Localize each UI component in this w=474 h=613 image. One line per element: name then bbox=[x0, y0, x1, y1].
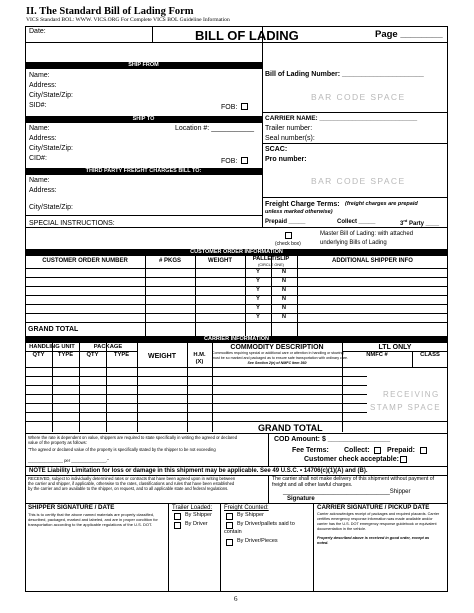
receiving-stamp-space: STAMP SPACE bbox=[370, 403, 441, 412]
grid-line bbox=[25, 295, 448, 296]
received-text: RECEIVED, subject to individually determined rates or contracts that have been agreed upon in writing between bbox=[28, 476, 236, 481]
fob-checkbox[interactable] bbox=[241, 103, 248, 110]
ship-from-header: SHIP FROM bbox=[25, 62, 262, 69]
loaded-by-driver-checkbox[interactable] bbox=[174, 522, 181, 529]
scac-label: SCAC: bbox=[265, 146, 288, 153]
grid-line bbox=[25, 385, 367, 386]
prepaid-checkbox[interactable] bbox=[420, 447, 427, 454]
carrier-info-header: CARRIER INFORMATION bbox=[25, 336, 448, 343]
ship-to-cid: CID#: bbox=[29, 155, 47, 162]
date-label: Date: bbox=[29, 28, 46, 35]
master-bol-label: Master Bill of Lading: with attached bbox=[320, 231, 414, 237]
loaded-by-shipper-checkbox[interactable] bbox=[174, 513, 181, 520]
ship-from-fob: FOB: bbox=[221, 104, 238, 111]
bol-number-label: Bill of Lading Number: _____________________ bbox=[265, 71, 424, 78]
freight-terms-note: unless marked otherwise) bbox=[265, 209, 333, 215]
fee-collect-label: Collect: bbox=[344, 447, 370, 454]
col-package: PACKAGE bbox=[93, 344, 123, 350]
divider bbox=[220, 503, 221, 592]
grand-total-label: GRAND TOTAL bbox=[258, 423, 323, 433]
col-order-number: CUSTOMER ORDER NUMBER bbox=[42, 258, 128, 264]
col-qty: QTY bbox=[86, 352, 99, 358]
freight-counted-label: Freight Counted: bbox=[224, 505, 269, 511]
divider bbox=[25, 433, 448, 434]
pallet-no-option[interactable]: N bbox=[282, 269, 286, 275]
delivery-terms: The carrier shall not make delivery of this shipment without payment of bbox=[272, 476, 435, 482]
divider bbox=[152, 26, 153, 42]
pallet-no-option[interactable]: N bbox=[282, 314, 286, 320]
loaded-by-shipper-label: By Shipper bbox=[185, 512, 212, 518]
divider bbox=[25, 42, 448, 43]
received-text: by the carrier and are available to the shipper, on request, and to all applicable state and federal regulations. bbox=[28, 486, 229, 491]
divider bbox=[168, 503, 169, 592]
carrier-cert-text: certifies emergency response information was made available and/or bbox=[317, 517, 433, 521]
carrier-signature-title: CARRIER SIGNATURE / PICKUP DATE bbox=[317, 504, 430, 511]
grid-line bbox=[25, 268, 448, 269]
pallet-yes-option[interactable]: Y bbox=[256, 305, 260, 311]
carrier-name-label: CARRIER NAME: ___________________________ bbox=[265, 115, 418, 122]
ship-to-name: Name: bbox=[29, 125, 50, 132]
barcode-space: BAR CODE SPACE bbox=[311, 176, 406, 186]
pallet-no-option[interactable]: N bbox=[282, 296, 286, 302]
ship-from-name: Name: bbox=[29, 72, 50, 79]
divider bbox=[262, 227, 448, 228]
third-party-address: Address: bbox=[29, 187, 57, 194]
col-type: TYPE bbox=[113, 352, 130, 358]
grid-line bbox=[25, 322, 448, 323]
ship-to-fob: FOB: bbox=[221, 158, 238, 165]
value-text: Where the rate is dependent on value, shippers are required to state specifically in writing the agreed or declared bbox=[28, 435, 238, 440]
col-pkgs: # PKGS bbox=[158, 258, 181, 264]
grid-line bbox=[25, 313, 448, 314]
fee-terms-label: Fee Terms: bbox=[292, 447, 329, 454]
pallet-yes-option[interactable]: Y bbox=[256, 314, 260, 320]
received-text: the carrier and shipper, if applicable, otherwise to the rates, classifications and rules that have been established bbox=[28, 481, 235, 486]
carrier-cert-text: Carrier acknowledges receipt of packages and required placards. Carrier bbox=[317, 512, 440, 516]
grid-line bbox=[25, 394, 367, 395]
liability-note: NOTE Liability Limitation for loss or damage in this shipment may be applicable. See 49 U.S.C. • 14706(c)(1)(A) and (B). bbox=[29, 468, 368, 474]
trailer-number-label: Trailer number: bbox=[265, 125, 313, 132]
third-party-field[interactable]: 3rd Party ____ bbox=[400, 218, 440, 227]
cod-amount[interactable]: COD Amount: $ ________________ bbox=[274, 436, 391, 443]
third-party-name: Name: bbox=[29, 177, 50, 184]
col-hm: H.M. bbox=[193, 352, 206, 358]
check-box-label: (check box) bbox=[275, 241, 301, 247]
pallet-yes-option[interactable]: Y bbox=[256, 296, 260, 302]
delivery-terms: freight and all other lawful charges. bbox=[272, 482, 353, 488]
counted-contain-label: contain bbox=[224, 529, 242, 535]
master-bol-checkbox[interactable] bbox=[285, 232, 292, 239]
carrier-received-text: noted. bbox=[317, 541, 329, 545]
collect-field[interactable]: Collect _____ bbox=[337, 219, 376, 225]
check-acceptable-checkbox[interactable] bbox=[400, 456, 407, 463]
commodity-note: See Section 2(e) of NMFC item 360 bbox=[247, 361, 307, 365]
pallet-no-option[interactable]: N bbox=[282, 305, 286, 311]
counted-by-driver-pieces-checkbox[interactable] bbox=[226, 539, 233, 546]
pallet-yes-option[interactable]: Y bbox=[256, 278, 260, 284]
pallet-yes-option[interactable]: Y bbox=[256, 269, 260, 275]
grid-line bbox=[25, 277, 448, 278]
counted-by-driver-pallets-checkbox[interactable] bbox=[226, 522, 233, 529]
grid-line bbox=[145, 256, 146, 336]
master-bol-label: underlying Bills of Lading bbox=[320, 240, 387, 246]
col-nmfc: NMFC # bbox=[366, 352, 388, 358]
col-type: TYPE bbox=[57, 352, 74, 358]
shipper-signature-title: SHIPPER SIGNATURE / DATE bbox=[28, 504, 115, 511]
seal-number-label: Seal number(s): bbox=[265, 135, 315, 142]
carrier-cert-text: carrier has the U.S. DOT emergency response guidebook or equivalent bbox=[317, 522, 437, 526]
counted-by-shipper-checkbox[interactable] bbox=[226, 513, 233, 520]
prepaid-field[interactable]: Prepaid _____ bbox=[265, 219, 306, 225]
ship-to-address: Address: bbox=[29, 135, 57, 142]
divider bbox=[268, 433, 269, 466]
page-number: 6 bbox=[234, 595, 238, 603]
pallet-no-option[interactable]: N bbox=[282, 287, 286, 293]
check-acceptable-label: Customer check acceptable: bbox=[304, 456, 399, 463]
counted-by-shipper-label: By Shipper bbox=[237, 512, 264, 518]
ship-from-address: Address: bbox=[29, 82, 57, 89]
col-qty: QTY bbox=[32, 352, 45, 358]
carrier-received-text: Property described above is received in good order, except as bbox=[317, 536, 430, 540]
shipper-cert-text: described, packaged, marked and labeled, and are in proper condition for bbox=[28, 517, 158, 522]
value-text: _______________ per _______________." bbox=[28, 458, 109, 463]
grid-line bbox=[25, 304, 448, 305]
ship-from-city: City/State/Zip: bbox=[29, 92, 73, 99]
pallet-yes-option[interactable]: Y bbox=[256, 287, 260, 293]
grid-line bbox=[245, 256, 246, 336]
counted-by-driver-pallets-label: By Driver/pallets said to bbox=[237, 521, 295, 527]
grid-line bbox=[25, 376, 367, 377]
pallet-no-option[interactable]: N bbox=[282, 278, 286, 284]
ship-from-sid: SID#: bbox=[29, 102, 47, 109]
grid-line bbox=[297, 256, 298, 336]
ship-to-city: City/State/Zip: bbox=[29, 145, 73, 152]
freight-terms-label: Freight Charge Terms: bbox=[265, 201, 340, 208]
pro-number-label: Pro number: bbox=[265, 156, 307, 163]
fee-prepaid-label: Prepaid: bbox=[387, 447, 416, 454]
col-pallet-slip: PALLET/SLIP bbox=[252, 256, 290, 262]
shipper-cert-text: This is to certify that the above named materials are properly classified, bbox=[28, 512, 155, 517]
col-class: CLASS bbox=[420, 352, 440, 358]
col-handling-unit: HANDLING UNIT bbox=[29, 344, 75, 350]
page-label: Page ________ bbox=[375, 29, 443, 40]
divider bbox=[262, 143, 448, 144]
col-pallet-sub: (CIRCLE ONE) bbox=[258, 263, 284, 267]
col-weight: WEIGHT bbox=[148, 353, 176, 360]
grid-line bbox=[25, 412, 367, 413]
receiving-stamp-space: RECEIVING bbox=[383, 390, 440, 399]
commodity-note: Commodities requiring special or additional care or attention in handling or stowing bbox=[212, 351, 344, 355]
divider bbox=[313, 503, 314, 592]
ship-to-header: SHIP TO bbox=[25, 116, 262, 123]
grand-total-label: GRAND TOTAL bbox=[28, 326, 79, 333]
divider bbox=[268, 475, 269, 503]
divider bbox=[25, 215, 262, 216]
col-commodity: COMMODITY DESCRIPTION bbox=[230, 344, 324, 351]
divider bbox=[262, 112, 448, 113]
collect-checkbox[interactable] bbox=[374, 447, 381, 454]
col-ltl-only: LTL ONLY bbox=[378, 344, 412, 351]
divider bbox=[25, 227, 262, 228]
special-instructions: SPECIAL INSTRUCTIONS: bbox=[29, 220, 115, 227]
third-party-city: City/State/Zip: bbox=[29, 204, 73, 211]
grid-line bbox=[25, 403, 367, 404]
signature-label: Signature bbox=[287, 496, 315, 502]
col-additional-info: ADDITIONAL SHIPPER INFO bbox=[332, 258, 413, 264]
divider bbox=[25, 466, 448, 467]
grid-line bbox=[25, 286, 448, 287]
value-text: "The agreed or declared value of the property is specifically stated by the shipper to be not exceeding bbox=[28, 447, 216, 452]
value-text: value of the property as follows: bbox=[28, 440, 87, 445]
grid-line bbox=[271, 256, 272, 336]
col-weight: WEIGHT bbox=[208, 258, 232, 264]
col-hm-x: (X) bbox=[195, 359, 204, 365]
divider bbox=[262, 197, 448, 198]
commodity-note: must be so marked and packaged as to ensure safe transportation with ordinary care. bbox=[212, 356, 349, 360]
customer-order-table bbox=[25, 256, 448, 336]
customer-order-header: CUSTOMER ORDER INFORMATION bbox=[25, 249, 448, 256]
barcode-space: BAR CODE SPACE bbox=[311, 92, 406, 102]
shipper-signature-line[interactable]: ________________________________Shipper bbox=[283, 489, 411, 495]
third-party-header: THIRD PARTY FREIGHT CHARGES BILL TO: bbox=[25, 168, 262, 175]
counted-by-driver-pieces-label: By Driver/Pieces bbox=[237, 538, 278, 544]
loaded-by-driver-label: By Driver bbox=[185, 521, 208, 527]
grid-line bbox=[195, 256, 196, 336]
shipper-cert-text: transportation according to the applicable regulations of the U.S. DOT. bbox=[28, 522, 153, 527]
carrier-cert-text: documentation in the vehicle. bbox=[317, 527, 367, 531]
subtitle: VICS Standard BOL: WWW. VICS.ORG For Complete VICS BOL Guideline Information bbox=[26, 17, 230, 23]
freight-terms-note: (freight charges are prepaid bbox=[345, 201, 418, 207]
grid-line bbox=[25, 367, 448, 368]
ship-to-location: Location #: ___________ bbox=[175, 125, 255, 132]
main-title: BILL OF LADING bbox=[195, 28, 299, 43]
grid-line bbox=[25, 421, 448, 422]
fob-checkbox[interactable] bbox=[241, 157, 248, 164]
trailer-loaded-label: Trailer Loaded: bbox=[172, 505, 213, 511]
section-title: II. The Standard Bill of Lading Form bbox=[26, 6, 194, 17]
